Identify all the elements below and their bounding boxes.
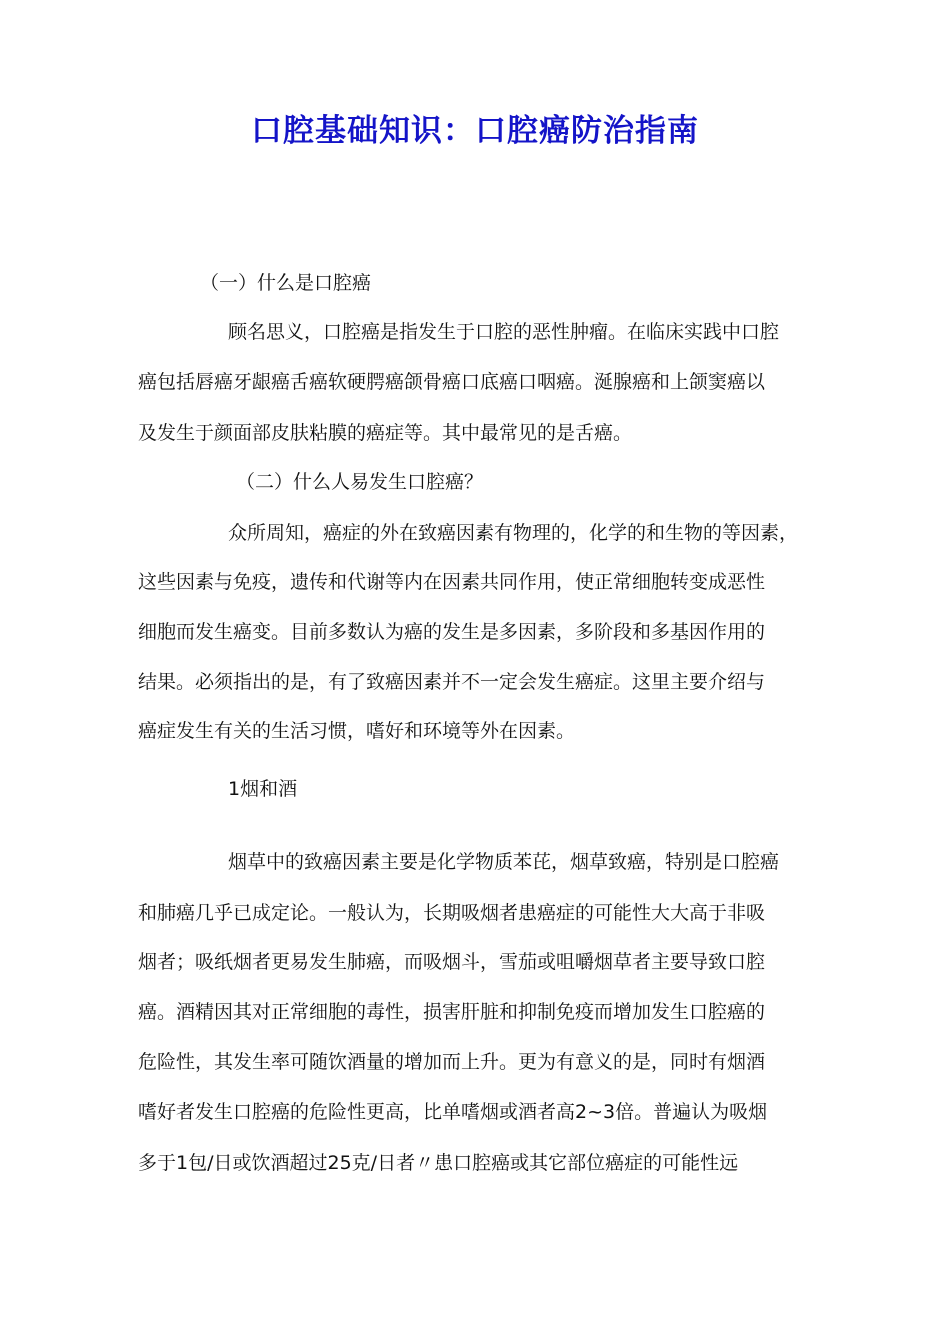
- section-heading: （一）什么是口腔癌: [200, 272, 372, 294]
- document-title: 口腔基础知识：口腔癌防治指南: [251, 113, 699, 149]
- section-heading: （二）什么人易发生口腔癌？: [236, 471, 484, 493]
- paragraph-line: 及发生于颜面部皮肤粘膜的癌症等。其中最常见的是舌癌。: [138, 422, 633, 444]
- paragraph-line: 细胞而发生癌变。目前多数认为癌的发生是多因素，多阶段和多基因作用的: [138, 621, 766, 643]
- paragraph-line: 嗜好者发生口腔癌的危险性更高，比单嗜烟或酒者高2~3倍。普遍认为吸烟: [138, 1101, 768, 1123]
- paragraph-line: 多于1包/日或饮酒超过25克/日者〃患口腔癌或其它部位癌症的可能性远: [138, 1152, 739, 1174]
- paragraph-line: 癌。酒精因其对正常细胞的毒性，损害肝脏和抑制免疫而增加发生口腔癌的: [138, 1001, 766, 1023]
- paragraph-line: 这些因素与免疫，遗传和代谢等内在因素共同作用，使正常细胞转变成恶性: [138, 571, 766, 593]
- paragraph-line: 顾名思义，口腔癌是指发生于口腔的恶性肿瘤。在临床实践中口腔: [228, 321, 780, 343]
- paragraph-line: 和肺癌几乎已成定论。一般认为，长期吸烟者患癌症的可能性大大高于非吸: [138, 902, 766, 924]
- section-heading: 1烟和酒: [228, 778, 298, 800]
- paragraph-line: 癌包括唇癌牙龈癌舌癌软硬腭癌颌骨癌口底癌口咽癌。涎腺癌和上颌窦癌以: [138, 371, 766, 393]
- paragraph-line: 烟草中的致癌因素主要是化学物质苯芘，烟草致癌，特别是口腔癌: [228, 851, 780, 873]
- paragraph-line: 烟者；吸纸烟者更易发生肺癌，而吸烟斗，雪茄或咀嚼烟草者主要导致口腔: [138, 951, 766, 973]
- paragraph-line: 众所周知，癌症的外在致癌因素有物理的，化学的和生物的等因素，: [228, 522, 799, 544]
- paragraph-line: 癌症发生有关的生活习惯，嗜好和环境等外在因素。: [138, 720, 576, 742]
- paragraph-line: 危险性，其发生率可随饮酒量的增加而上升。更为有意义的是，同时有烟酒: [138, 1051, 766, 1073]
- paragraph-line: 结果。必须指出的是，有了致癌因素并不一定会发生癌症。这里主要介绍与: [138, 671, 766, 693]
